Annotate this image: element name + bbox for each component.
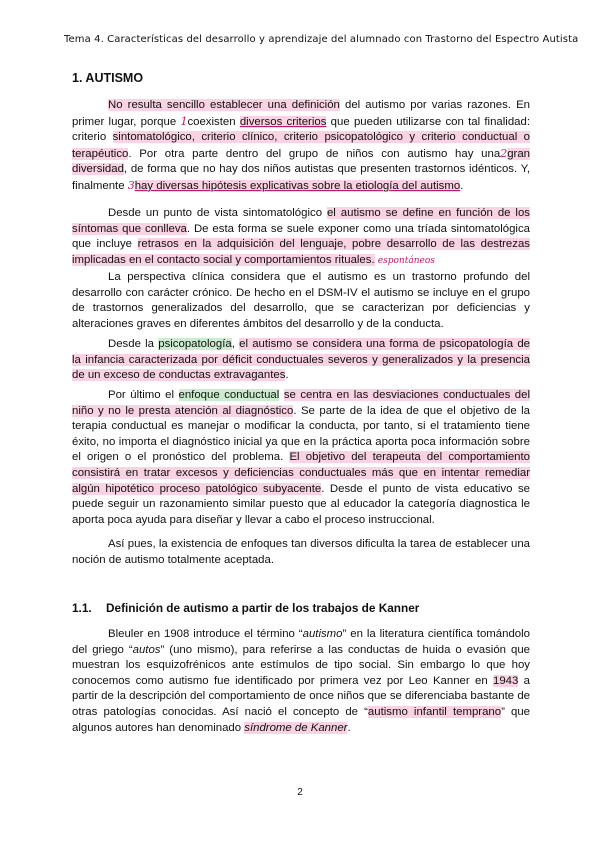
text: a partir de la descripción del comportamiento de once niños que se diferenciaba bastante de otras patologías conocidas. Así nació el concepto de “: [72, 674, 531, 718]
text: .: [285, 369, 289, 382]
page-header: Tema 4. Características del desarrollo y aprendizaje del alumnado con Trastorno del Espectro Autista: [64, 34, 579, 45]
handwritten-number-1: 1: [180, 114, 188, 128]
highlight-5: hay diversas hipótesis explicativas sobre la etiología del autismo: [134, 179, 461, 192]
text: Bleuler en 1908 introduce el término “: [108, 628, 303, 640]
text: del autismo por varias razones. En primer lugar, porque: [72, 99, 530, 128]
text: . De esta forma se suele exponer como una tríada sintomatológica que incluye: [72, 222, 530, 251]
text: Desde la: [108, 338, 159, 350]
subsection-title-text: Definición de autismo a partir de los trabajos de Kanner: [106, 601, 420, 615]
highlight-13: síndrome de Kanner: [244, 721, 348, 734]
highlight-2: diversos criterios: [239, 115, 327, 128]
highlight-8: el autismo se considera una forma de psicopatología de la infancia caracterizada por déficit conductuales severos y generalizados y la presencia de un exceso de conductas extravagantes: [72, 338, 530, 382]
paragraph-2: [72, 206, 530, 269]
paragraph-7: [72, 627, 530, 736]
text: Así pues, la existencia de enfoques tan diversos dificulta la tarea de establecer una noción de autismo totalmente aceptada.: [72, 538, 530, 566]
text: ” en la literatura científica tomándolo del griego “: [72, 628, 530, 656]
highlight-1: No resulta sencillo establecer una definición: [108, 99, 340, 111]
paragraph-1: [72, 98, 530, 195]
text: La perspectiva clínica considera que el autismo es un trastorno profundo del desarrollo con carácter crónico. De hecho en el DSM-IV el autismo se incluye en el grupo de trastornos generalizados del desarrollo, que se caracterizan por deficiencias y alteraciones graves en diferentes ámbitos del desarrollo y de la conducta.: [72, 271, 530, 330]
paragraph-4: [72, 337, 530, 384]
text: ” que algunos autores han denominado: [72, 705, 530, 734]
text: Desde un punto de vista sintomatológico: [108, 207, 327, 219]
highlight-3: sintomatológico, criterio clínico, criterio psicopatológico y criterio conductual o terapéutico: [72, 131, 530, 160]
text: autismo: [302, 628, 343, 640]
paragraph-5: [72, 388, 530, 528]
page-number: 2: [297, 787, 303, 798]
highlight-green-1: psicopatología: [158, 338, 232, 350]
highlight-green-2: enfoque conductual: [178, 389, 280, 401]
highlight-10: El objetivo del terapeuta del comportamiento consistirá en tratar excesos y deficiencias conductuales más que en intentar remediar algún hipotético proceso patológico subyacente: [72, 451, 530, 495]
subsection-number: 1.1.: [72, 601, 92, 615]
text: .: [460, 179, 464, 192]
text: . Desde el punto de vista educativo se puede seguir un razonamiento similar puesto que al educador la categoría diagnostica le aporta poca ayuda para diseñar y llevar a cabo el proceso instruccional.: [72, 482, 530, 526]
highlight-11: 1943: [493, 674, 519, 687]
text: que pueden utilizarse con tal finalidad: criterio: [72, 115, 530, 144]
text: Por último el: [108, 389, 179, 401]
highlight-7: retrasos en la adquisición del lenguaje, pobre desarrollo de las destrezas implicadas en el contacto social y comportamientos rituales.: [72, 238, 530, 266]
handwritten-number-2: 2: [500, 146, 508, 160]
section-title-autismo: 1. AUTISMO: [72, 71, 144, 85]
text: ,: [231, 338, 240, 350]
text: . Por otra parte dentro del grupo de niños con autismo hay una: [128, 147, 501, 160]
paragraph-6: [72, 537, 530, 568]
text: coexisten: [187, 115, 240, 128]
text: ” (uno mismo), para referirse a las conductas de huida o evasión que muestran los esquizofrénicos ante estímulos de tipo social. Sin embargo lo que hoy conocemos como autismo fue identificado por primera vez por Leo Kanner en: [72, 643, 530, 687]
highlight-9: se centra en las desviaciones conductuales del niño y no le presta atención al diagnóstico: [72, 389, 530, 417]
text: autos: [132, 643, 161, 656]
handwritten-note: espontáneos: [377, 255, 435, 266]
highlight-4: gran diversidad: [72, 147, 530, 176]
highlight-12: autismo infantil temprano: [367, 705, 502, 718]
text: . Se parte de la idea de que el objetivo de la terapia conductual es manejar o modificar la conducta, por tanto, si el tratamiento tiene éxito, no importa el diagnóstico inicial ya que en la práctica aporta poca información sobre el origen o el pronóstico del problema.: [72, 404, 531, 464]
highlight-6: el autismo se define en función de los síntomas que conlleva: [72, 207, 530, 235]
handwritten-number-3: 3: [127, 178, 135, 192]
text: , de forma que no hay dos niños autistas que presenten trastornos idénticos. Y, finalmente: [72, 163, 530, 192]
text: .: [347, 721, 351, 734]
subsection-title: [72, 601, 419, 615]
paragraph-3: [72, 270, 530, 332]
